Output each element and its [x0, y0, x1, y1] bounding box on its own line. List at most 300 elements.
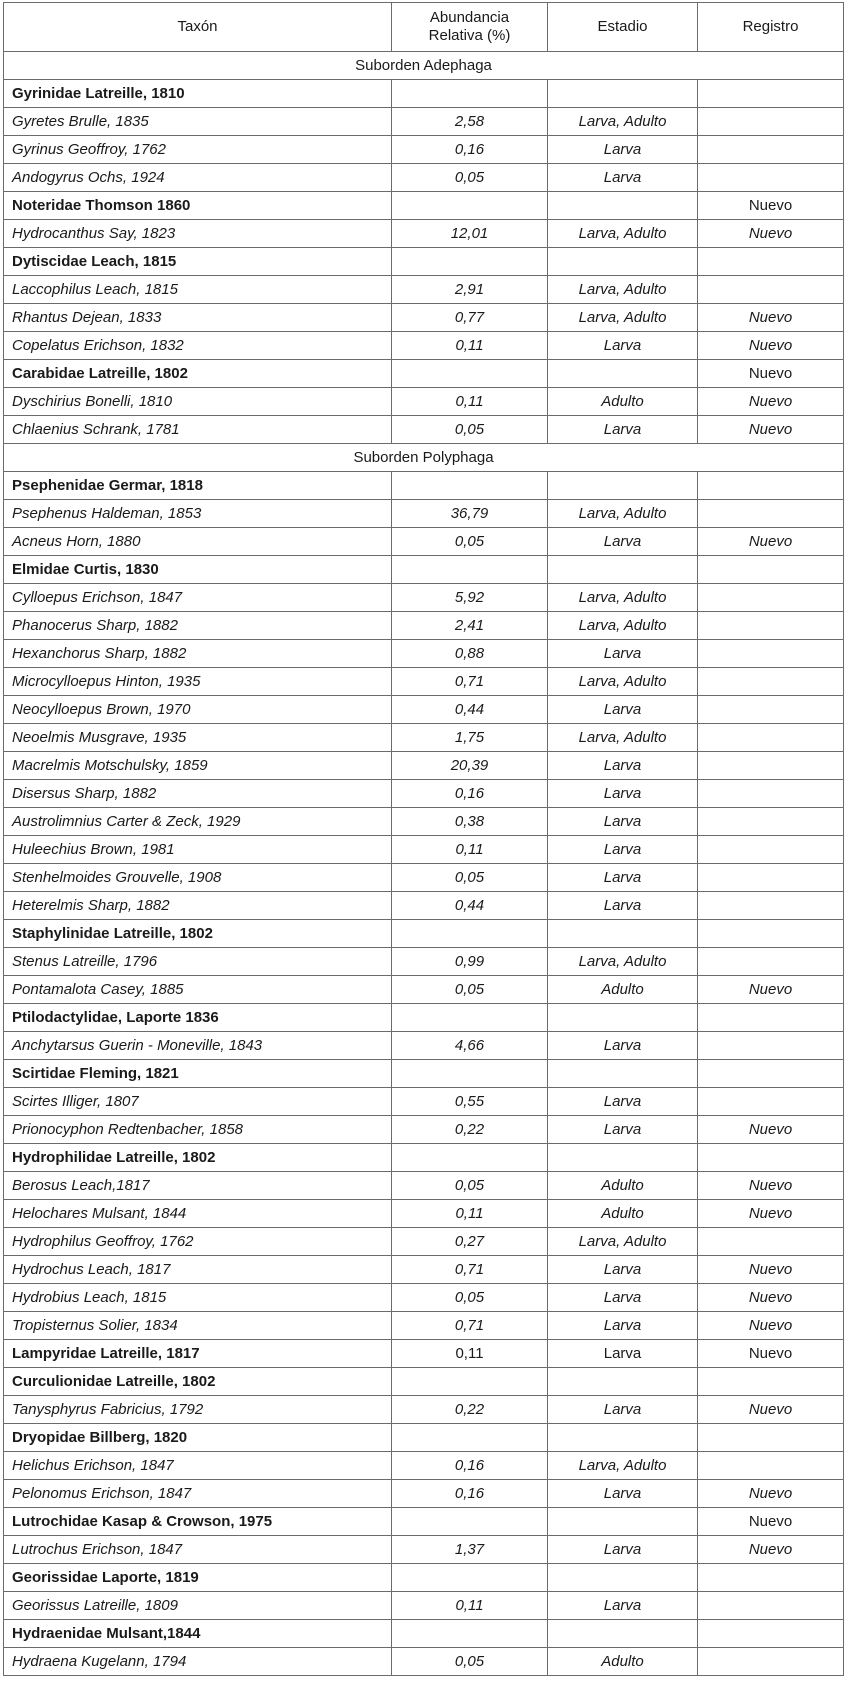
- abundance-cell: 0,11: [392, 836, 548, 864]
- genus-row: [4, 304, 844, 332]
- family-name-cell: Noteridae Thomson 1860: [4, 192, 392, 220]
- abundance-cell: 0,55: [392, 1088, 548, 1116]
- taxon-cell: [4, 892, 392, 920]
- record-cell: [698, 1564, 844, 1592]
- abundance-cell: 0,05: [392, 528, 548, 556]
- genus-row: [4, 1648, 844, 1676]
- stage-cell: Larva, Adulto: [548, 668, 698, 696]
- abundance-cell: 0,11: [392, 388, 548, 416]
- stage-cell: Larva, Adulto: [548, 220, 698, 248]
- record-cell: Nuevo: [698, 1116, 844, 1144]
- record-cell: Nuevo: [698, 388, 844, 416]
- record-cell: Nuevo: [698, 976, 844, 1004]
- family-name-cell: Staphylinidae Latreille, 1802: [4, 920, 392, 948]
- genus-author: Brown, 1981: [86, 841, 175, 858]
- record-cell: Nuevo: [698, 528, 844, 556]
- genus-name: Huleechius: [12, 841, 87, 858]
- genus-author: Erichson, 1847: [77, 589, 183, 606]
- taxon-cell: [4, 1480, 392, 1508]
- record-cell: [698, 1060, 844, 1088]
- family-name-cell: Scirtidae Fleming, 1821: [4, 1060, 392, 1088]
- stage-cell: Larva: [548, 136, 698, 164]
- stage-cell: Larva: [548, 528, 698, 556]
- record-cell: Nuevo: [698, 192, 844, 220]
- genus-author: Say, 1823: [104, 225, 176, 242]
- stage-cell: [548, 1620, 698, 1648]
- stage-cell: Larva, Adulto: [548, 724, 698, 752]
- abundance-cell: 20,39: [392, 752, 548, 780]
- taxon-cell: [4, 1536, 392, 1564]
- family-name-cell: Gyrinidae Latreille, 1810: [4, 80, 392, 108]
- stage-cell: Adulto: [548, 1648, 698, 1676]
- stage-cell: [548, 360, 698, 388]
- genus-author: Kugelann, 1794: [77, 1653, 187, 1670]
- stage-cell: Larva, Adulto: [548, 108, 698, 136]
- abundance-cell: [392, 556, 548, 584]
- genus-author: Fabricius, 1792: [96, 1401, 204, 1418]
- abundance-cell: 0,88: [392, 640, 548, 668]
- family-row: [4, 1620, 844, 1648]
- stage-cell: [548, 192, 698, 220]
- genus-name: Helochares: [12, 1205, 88, 1222]
- abundance-cell: 0,05: [392, 1284, 548, 1312]
- record-cell: [698, 780, 844, 808]
- genus-author: Hinton, 1935: [111, 673, 201, 690]
- genus-row: [4, 388, 844, 416]
- genus-row: [4, 1284, 844, 1312]
- record-cell: [698, 248, 844, 276]
- genus-row: [4, 108, 844, 136]
- taxon-cell: [4, 1396, 392, 1424]
- genus-author: Latreille, 1796: [58, 953, 158, 970]
- genus-author: Musgrave, 1935: [74, 729, 187, 746]
- record-cell: [698, 1368, 844, 1396]
- record-cell: [698, 1004, 844, 1032]
- abundance-cell: 0,05: [392, 164, 548, 192]
- family-row: [4, 920, 844, 948]
- genus-name: Copelatus: [12, 337, 80, 354]
- stage-cell: Larva: [548, 696, 698, 724]
- record-cell: Nuevo: [698, 332, 844, 360]
- record-cell: [698, 696, 844, 724]
- abundance-cell: [392, 472, 548, 500]
- stage-cell: [548, 1368, 698, 1396]
- abundance-cell: 0,44: [392, 892, 548, 920]
- record-cell: [698, 1620, 844, 1648]
- taxon-cell: [4, 1592, 392, 1620]
- genus-author: Sharp, 1882: [100, 645, 187, 662]
- genus-row: [4, 164, 844, 192]
- stage-cell: Larva: [548, 1592, 698, 1620]
- record-cell: [698, 612, 844, 640]
- family-name-cell: Dytiscidae Leach, 1815: [4, 248, 392, 276]
- abundance-cell: [392, 920, 548, 948]
- genus-row: [4, 1536, 844, 1564]
- stage-cell: [548, 1564, 698, 1592]
- family-row: [4, 80, 844, 108]
- genus-name: Hydrobius: [12, 1289, 80, 1306]
- record-cell: [698, 1452, 844, 1480]
- record-cell: Nuevo: [698, 1172, 844, 1200]
- taxon-cell: [4, 528, 392, 556]
- taxon-cell: [4, 668, 392, 696]
- record-cell: [698, 1228, 844, 1256]
- family-row: [4, 1004, 844, 1032]
- stage-cell: Larva: [548, 864, 698, 892]
- abundance-cell: 1,75: [392, 724, 548, 752]
- genus-author: Sharp, 1882: [70, 785, 157, 802]
- genus-row: [4, 808, 844, 836]
- family-row: [4, 472, 844, 500]
- genus-author: Bonelli, 1810: [81, 393, 173, 410]
- taxon-cell: [4, 1312, 392, 1340]
- genus-author: Erichson, 1847: [77, 1541, 183, 1558]
- record-cell: Nuevo: [698, 1480, 844, 1508]
- genus-author: Sharp, 1882: [83, 897, 170, 914]
- abundance-cell: 0,05: [392, 1648, 548, 1676]
- abundance-cell: [392, 80, 548, 108]
- genus-row: [4, 1592, 844, 1620]
- stage-cell: Larva: [548, 1480, 698, 1508]
- genus-row: [4, 752, 844, 780]
- stage-cell: Adulto: [548, 1200, 698, 1228]
- family-name-cell: Hydraenidae Mulsant,1844: [4, 1620, 392, 1648]
- genus-name: Hydrochus: [12, 1261, 84, 1278]
- stage-cell: Larva: [548, 780, 698, 808]
- abundance-cell: 2,41: [392, 612, 548, 640]
- record-cell: [698, 80, 844, 108]
- stage-cell: Larva: [548, 1396, 698, 1424]
- stage-cell: Larva, Adulto: [548, 612, 698, 640]
- abundance-cell: 0,27: [392, 1228, 548, 1256]
- taxon-cell: [4, 612, 392, 640]
- abundance-cell: 12,01: [392, 220, 548, 248]
- genus-name: Georissus: [12, 1597, 80, 1614]
- genus-row: [4, 1172, 844, 1200]
- abundance-cell: 2,58: [392, 108, 548, 136]
- genus-name: Hydrocanthus: [12, 225, 105, 242]
- genus-name: Heterelmis: [12, 897, 84, 914]
- genus-row: [4, 1228, 844, 1256]
- record-cell: Nuevo: [698, 360, 844, 388]
- taxon-cell: [4, 752, 392, 780]
- genus-name: Dyschirius: [12, 393, 82, 410]
- stage-cell: Adulto: [548, 388, 698, 416]
- abundance-cell: [392, 248, 548, 276]
- abundance-cell: 0,38: [392, 808, 548, 836]
- stage-cell: Larva: [548, 1032, 698, 1060]
- family-name-cell: Lampyridae Latreille, 1817: [4, 1340, 392, 1368]
- record-cell: [698, 1424, 844, 1452]
- genus-name: Berosus: [12, 1177, 68, 1194]
- genus-author: Erichson, 1832: [79, 337, 184, 354]
- taxon-cell: [4, 1116, 392, 1144]
- abundance-cell: 0,05: [392, 1172, 548, 1200]
- record-cell: [698, 584, 844, 612]
- stage-cell: Larva, Adulto: [548, 1452, 698, 1480]
- genus-name: Tropisternus: [12, 1317, 95, 1334]
- abundance-cell: 0,11: [392, 332, 548, 360]
- record-cell: Nuevo: [698, 1340, 844, 1368]
- genus-row: [4, 332, 844, 360]
- family-row: [4, 360, 844, 388]
- stage-cell: [548, 1508, 698, 1536]
- abundance-cell: [392, 1620, 548, 1648]
- genus-name: Phanocerus: [12, 617, 93, 634]
- taxon-cell: [4, 1284, 392, 1312]
- record-cell: Nuevo: [698, 1256, 844, 1284]
- abundance-cell: 0,77: [392, 304, 548, 332]
- genus-name: Prionocyphon: [12, 1121, 104, 1138]
- genus-row: [4, 276, 844, 304]
- genus-name: Scirtes: [12, 1093, 58, 1110]
- family-row: [4, 1340, 844, 1368]
- genus-name: Austrolimnius: [12, 813, 103, 830]
- genus-name: Helichus: [12, 1457, 70, 1474]
- genus-author: Latreille, 1809: [79, 1597, 178, 1614]
- taxon-cell: [4, 976, 392, 1004]
- stage-cell: Larva, Adulto: [548, 500, 698, 528]
- genus-row: [4, 612, 844, 640]
- stage-cell: Larva, Adulto: [548, 276, 698, 304]
- taxon-cell: [4, 780, 392, 808]
- taxon-cell: [4, 948, 392, 976]
- genus-name: Pontamalota: [12, 981, 97, 998]
- genus-row: [4, 1312, 844, 1340]
- stage-cell: [548, 1060, 698, 1088]
- table-body: [4, 52, 844, 1676]
- genus-author: Leach, 1815: [79, 1289, 167, 1306]
- genus-name: Pelonomus: [12, 1485, 88, 1502]
- abundance-cell: 0,16: [392, 1452, 548, 1480]
- family-row: [4, 556, 844, 584]
- genus-name: Psephenus: [12, 505, 88, 522]
- abundance-cell: [392, 1144, 548, 1172]
- stage-cell: Larva, Adulto: [548, 304, 698, 332]
- stage-cell: [548, 920, 698, 948]
- genus-author: Grouvelle, 1908: [111, 869, 222, 886]
- suborder-title: Suborden Polyphaga: [4, 444, 844, 472]
- abundance-cell: 0,22: [392, 1396, 548, 1424]
- stage-cell: Adulto: [548, 976, 698, 1004]
- genus-name: Laccophilus: [12, 281, 92, 298]
- record-cell: [698, 164, 844, 192]
- family-row: [4, 1508, 844, 1536]
- genus-row: [4, 584, 844, 612]
- genus-row: [4, 500, 844, 528]
- record-cell: [698, 276, 844, 304]
- genus-author: Illiger, 1807: [57, 1093, 139, 1110]
- genus-name: Gyretes: [12, 113, 65, 130]
- genus-row: [4, 724, 844, 752]
- stage-cell: Larva: [548, 164, 698, 192]
- taxon-cell: [4, 1032, 392, 1060]
- genus-author: Leach,1817: [67, 1177, 150, 1194]
- stage-cell: Larva: [548, 1536, 698, 1564]
- genus-name: Andogyrus: [12, 169, 84, 186]
- record-cell: [698, 136, 844, 164]
- genus-row: [4, 892, 844, 920]
- taxon-cell: [4, 220, 392, 248]
- genus-name: Gyrinus: [12, 141, 64, 158]
- abundance-cell: 5,92: [392, 584, 548, 612]
- genus-row: [4, 1032, 844, 1060]
- genus-name: Anchytarsus: [12, 1037, 95, 1054]
- header-taxon: Taxón: [4, 3, 392, 52]
- abundance-cell: 0,11: [392, 1340, 548, 1368]
- record-cell: [698, 1592, 844, 1620]
- taxon-cell: [4, 584, 392, 612]
- record-cell: [698, 808, 844, 836]
- genus-row: [4, 1088, 844, 1116]
- genus-author: Casey, 1885: [96, 981, 184, 998]
- family-name-cell: Dryopidae Billberg, 1820: [4, 1424, 392, 1452]
- family-name-cell: Ptilodactylidae, Laporte 1836: [4, 1004, 392, 1032]
- genus-author: Leach, 1817: [83, 1261, 171, 1278]
- taxon-cell: [4, 500, 392, 528]
- abundance-cell: [392, 1424, 548, 1452]
- genus-row: [4, 220, 844, 248]
- genus-row: [4, 948, 844, 976]
- taxon-cell: [4, 304, 392, 332]
- genus-name: Microcylloepus: [12, 673, 112, 690]
- record-cell: [698, 1144, 844, 1172]
- abundance-cell: 0,44: [392, 696, 548, 724]
- record-cell: [698, 556, 844, 584]
- stage-cell: Larva: [548, 1088, 698, 1116]
- stage-cell: Larva: [548, 808, 698, 836]
- genus-row: [4, 696, 844, 724]
- taxa-table: [3, 2, 844, 1676]
- genus-row: [4, 780, 844, 808]
- genus-name: Neoelmis: [12, 729, 75, 746]
- stage-cell: Larva: [548, 1256, 698, 1284]
- taxon-cell: [4, 1172, 392, 1200]
- header-stage: Estadio: [548, 3, 698, 52]
- taxon-cell: [4, 724, 392, 752]
- family-name-cell: Psephenidae Germar, 1818: [4, 472, 392, 500]
- suborder-row: [4, 52, 844, 80]
- suborder-title: Suborden Adephaga: [4, 52, 844, 80]
- genus-name: Acneus: [12, 533, 63, 550]
- stage-cell: Larva: [548, 1284, 698, 1312]
- abundance-cell: 0,16: [392, 136, 548, 164]
- genus-name: Cylloepus: [12, 589, 78, 606]
- abundance-cell: 0,71: [392, 1256, 548, 1284]
- stage-cell: Larva, Adulto: [548, 1228, 698, 1256]
- genus-name: Rhantus: [12, 309, 68, 326]
- taxon-cell: [4, 864, 392, 892]
- record-cell: [698, 836, 844, 864]
- family-name-cell: Hydrophilidae Latreille, 1802: [4, 1144, 392, 1172]
- genus-author: Erichson, 1847: [87, 1485, 192, 1502]
- genus-row: [4, 640, 844, 668]
- genus-name: Tanysphyrus: [12, 1401, 97, 1418]
- genus-name: Lutrochus: [12, 1541, 78, 1558]
- genus-name: Macrelmis: [12, 757, 81, 774]
- stage-cell: [548, 472, 698, 500]
- family-name-cell: Carabidae Latreille, 1802: [4, 360, 392, 388]
- header-record: Registro: [698, 3, 844, 52]
- family-name-cell: Georissidae Laporte, 1819: [4, 1564, 392, 1592]
- family-row: [4, 1424, 844, 1452]
- record-cell: [698, 640, 844, 668]
- genus-row: [4, 416, 844, 444]
- taxon-cell: [4, 136, 392, 164]
- stage-cell: Larva, Adulto: [548, 584, 698, 612]
- genus-name: Hexanchorus: [12, 645, 101, 662]
- genus-author: Leach, 1815: [91, 281, 178, 298]
- genus-author: Sharp, 1882: [92, 617, 178, 634]
- genus-author: Guerin - Moneville, 1843: [94, 1037, 263, 1054]
- record-cell: Nuevo: [698, 1200, 844, 1228]
- genus-author: Haldeman, 1853: [87, 505, 202, 522]
- abundance-cell: 0,05: [392, 864, 548, 892]
- genus-author: Solier, 1834: [94, 1317, 178, 1334]
- abundance-cell: [392, 1368, 548, 1396]
- header-abundance: [392, 3, 548, 52]
- genus-row: [4, 976, 844, 1004]
- header-abundance-line2: Relativa (%): [428, 27, 511, 44]
- taxon-cell: [4, 808, 392, 836]
- stage-cell: Larva, Adulto: [548, 948, 698, 976]
- genus-row: [4, 1116, 844, 1144]
- record-cell: [698, 752, 844, 780]
- stage-cell: Larva: [548, 640, 698, 668]
- genus-author: Mulsant, 1844: [87, 1205, 187, 1222]
- genus-author: Schrank, 1781: [78, 421, 180, 438]
- record-cell: [698, 864, 844, 892]
- genus-author: Motschulsky, 1859: [80, 757, 208, 774]
- family-row: [4, 1060, 844, 1088]
- record-cell: Nuevo: [698, 1508, 844, 1536]
- abundance-cell: 0,11: [392, 1592, 548, 1620]
- family-row: [4, 192, 844, 220]
- family-row: [4, 1368, 844, 1396]
- stage-cell: [548, 248, 698, 276]
- genus-author: Brulle, 1835: [64, 113, 149, 130]
- stage-cell: [548, 556, 698, 584]
- abundance-cell: 2,91: [392, 276, 548, 304]
- record-cell: [698, 668, 844, 696]
- genus-name: Hydrophilus: [12, 1233, 92, 1250]
- taxon-cell: [4, 332, 392, 360]
- stage-cell: [548, 1424, 698, 1452]
- family-name-cell: Curculionidae Latreille, 1802: [4, 1368, 392, 1396]
- abundance-cell: 36,79: [392, 500, 548, 528]
- record-cell: [698, 1032, 844, 1060]
- abundance-cell: [392, 1004, 548, 1032]
- taxon-cell: [4, 416, 392, 444]
- record-cell: [698, 108, 844, 136]
- record-cell: Nuevo: [698, 416, 844, 444]
- record-cell: [698, 892, 844, 920]
- stage-cell: Larva: [548, 416, 698, 444]
- record-cell: [698, 1648, 844, 1676]
- abundance-cell: 0,22: [392, 1116, 548, 1144]
- stage-cell: [548, 80, 698, 108]
- family-row: [4, 248, 844, 276]
- record-cell: [698, 500, 844, 528]
- abundance-cell: 0,11: [392, 1200, 548, 1228]
- stage-cell: [548, 1004, 698, 1032]
- record-cell: Nuevo: [698, 1536, 844, 1564]
- stage-cell: Larva: [548, 332, 698, 360]
- taxon-cell: [4, 640, 392, 668]
- taxon-cell: [4, 1200, 392, 1228]
- family-name-cell: Lutrochidae Kasap & Crowson, 1975: [4, 1508, 392, 1536]
- taxon-cell: [4, 696, 392, 724]
